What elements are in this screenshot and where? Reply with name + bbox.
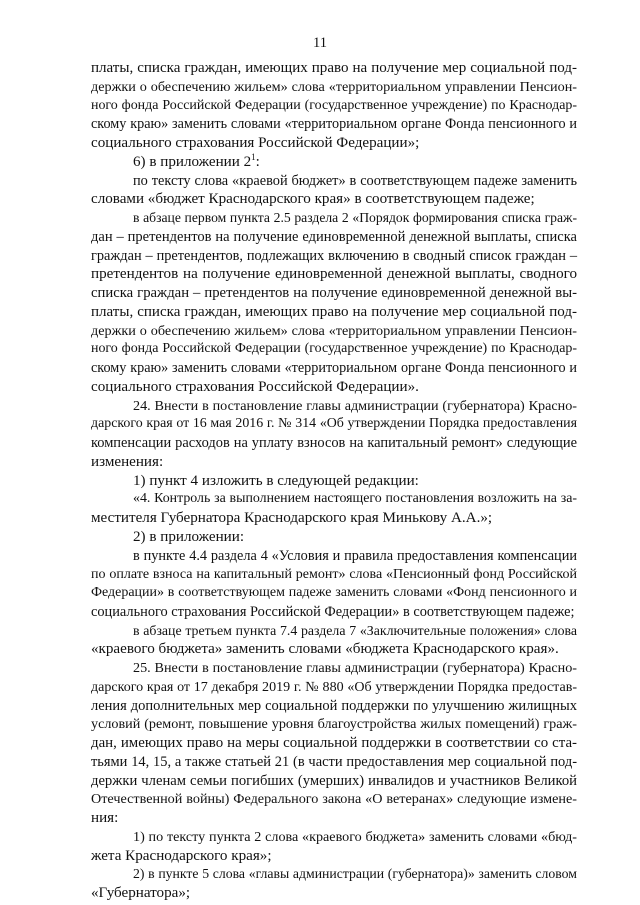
text-line-content: местителя Губернатора Краснодарского края Минькову А.А.»; [91,510,493,526]
text-line [91,490,577,509]
text-line-content: платы, списка граждан, имеющих право на получение мер социальной под- [91,303,577,320]
text-line [91,453,577,472]
text-line [91,359,577,378]
text-line [91,378,577,397]
text-line-content: 1) по тексту пункта 2 слова «краевого бюджета» заменить словами «бюд- [133,828,577,845]
text-line [91,659,577,678]
text-line-content: в абзаце первом пункта 2.5 раздела 2 «Порядок формирования списка граж- [133,210,577,225]
text-line-content: 2) в пункте 5 слова «главы администрации (губернатора)» заменить словом [133,866,577,882]
text-line-content: социального страхования Российской Федерации». [91,378,419,395]
text-line-content: претендентов на получение единовременной денежной выплаты, сводного [91,266,577,283]
text-line-content: 1) пункт 4 изложить в следующей редакции: [133,472,419,489]
text-line-content: скому краю» заменить словами «территориальном органе Фонда пенсионного и [91,360,577,376]
text-line [91,772,577,791]
text-line-content: Федерации» в соответствующем падеже заменить словами «Фонд пенсионного и [91,585,577,600]
text-line-content: граждан – претендентов, подлежащих включению в сводный список граждан – [91,247,577,264]
text-line-content: словами «бюджет Краснодарского края» в соответствующем падеже; [91,191,535,208]
text-line [91,190,577,209]
text-line-content: держки о обеспечению жильем» слова «территориальном управлении Пенсион- [91,322,577,339]
text-line-content: жета Краснодарского края»; [91,847,272,864]
text-line-content: тьями 14, 15, а также статьей 21 (в части предоставления мер социальной под- [91,753,577,770]
text-line-content: «краевого бюджета» заменить словами «бюджета Краснодарского края». [91,641,559,658]
text-line-content: 24. Внести в постановление главы администрации (губернатора) Красно- [133,397,577,414]
text-line [91,472,577,491]
text-line-content: 6) в приложении 2 [133,153,252,170]
text-line [91,59,577,78]
superscript: 1 [251,151,256,162]
text-line-content: дан, имеющих право на меры социальной поддержки в соответствии со ста- [91,735,577,751]
text-line [91,153,577,172]
text-line-content: 2) в приложении: [133,528,245,545]
text-line-content: списка граждан – претендентов на получение единовременной денежной вы- [91,285,577,301]
text-line-content: дарского края от 17 декабря 2019 г. № 880 «Об утверждении Порядка предостав- [91,678,577,695]
document-body [91,59,577,903]
text-line [91,828,577,847]
text-line-content: держки о обеспечению жильем» слова «территориальном управлении Пенсион- [91,78,577,95]
text-line-content: ния: [91,810,119,826]
text-line [91,622,577,641]
text-line [91,547,577,566]
text-line-content: в абзаце третьем пункта 7.4 раздела 7 «Заключительные положения» слова [133,622,577,638]
text-line [91,565,577,584]
text-line [91,753,577,772]
text-line [91,603,577,622]
text-line [91,790,577,809]
text-line-content: социального страхования Российской Федерации» в соответствующем падеже; [91,603,575,620]
text-line [91,134,577,153]
text-line [91,847,577,866]
text-line [91,434,577,453]
text-line [91,284,577,303]
text-line-content: компенсации расходов на уплату взносов на капитальный ремонт» следующие [91,435,577,451]
text-line [91,97,577,116]
text-line [91,415,577,434]
text-line [91,884,577,903]
text-line [91,734,577,753]
text-line-content: условий (ремонт, повышение уровня благоустройства жилых помещений) граж- [91,716,577,733]
text-line [91,265,577,284]
text-line-content: «Губернатора»; [91,885,191,901]
text-line-content: дарского края от 16 мая 2016 г. № 314 «Об утверждении Порядка предоставления [91,416,577,432]
text-line [91,397,577,416]
text-line-content: держки членам семьи погибших (умерших) инвалидов и участников Великой [91,772,577,789]
text-line [91,584,577,603]
text-line [91,340,577,359]
text-line-content: Отечественной войны) Федерального закона «О ветеранах» следующие измене- [91,791,577,808]
text-line [91,228,577,247]
text-line [91,172,577,191]
text-line-content: по оплате взноса на капитальный ремонт» слова «Пенсионный фонд Российской [91,566,577,583]
text-line [91,697,577,716]
page-number: 11 [313,35,327,51]
text-line-content: социального страхования Российской Федерации»; [91,135,420,151]
text-line [91,322,577,341]
text-line [91,209,577,228]
text-line-content: ления дополнительных мер социальной поддержки по улучшению жилищных [91,697,577,714]
text-line-content: скому краю» заменить словами «территориальном органе Фонда пенсионного и [91,116,577,133]
text-line [91,528,577,547]
text-line [91,865,577,884]
text-line [91,715,577,734]
text-line-content: ного фонда Российской Федерации (государственное учреждение) по Краснодар- [91,97,577,113]
text-line [91,640,577,659]
text-line [91,809,577,828]
text-line-content: 25. Внести в постановление главы администрации (губернатора) Красно- [133,660,577,676]
text-line-content: платы, списка граждан, имеющих право на получение мер социальной под- [91,60,577,76]
text-line-content: ного фонда Российской Федерации (государственное учреждение) по Краснодар- [91,341,577,357]
text-line-content: в пункте 4.4 раздела 4 «Условия и правила предоставления компенсации [133,547,577,564]
text-line-suffix: : [255,153,260,170]
text-line [91,115,577,134]
text-line-content: изменения: [91,453,164,470]
text-line [91,303,577,322]
text-line-content: «4. Контроль за выполнением настоящего постановления возложить на за- [133,491,577,507]
text-line [91,78,577,97]
text-line [91,509,577,528]
text-line-content: по тексту слова «краевой бюджет» в соответствующем падеже заменить [133,172,577,189]
text-line [91,678,577,697]
text-line [91,247,577,266]
text-line-content: дан – претендентов на получение единовременной денежной выплаты, списка [91,228,577,245]
